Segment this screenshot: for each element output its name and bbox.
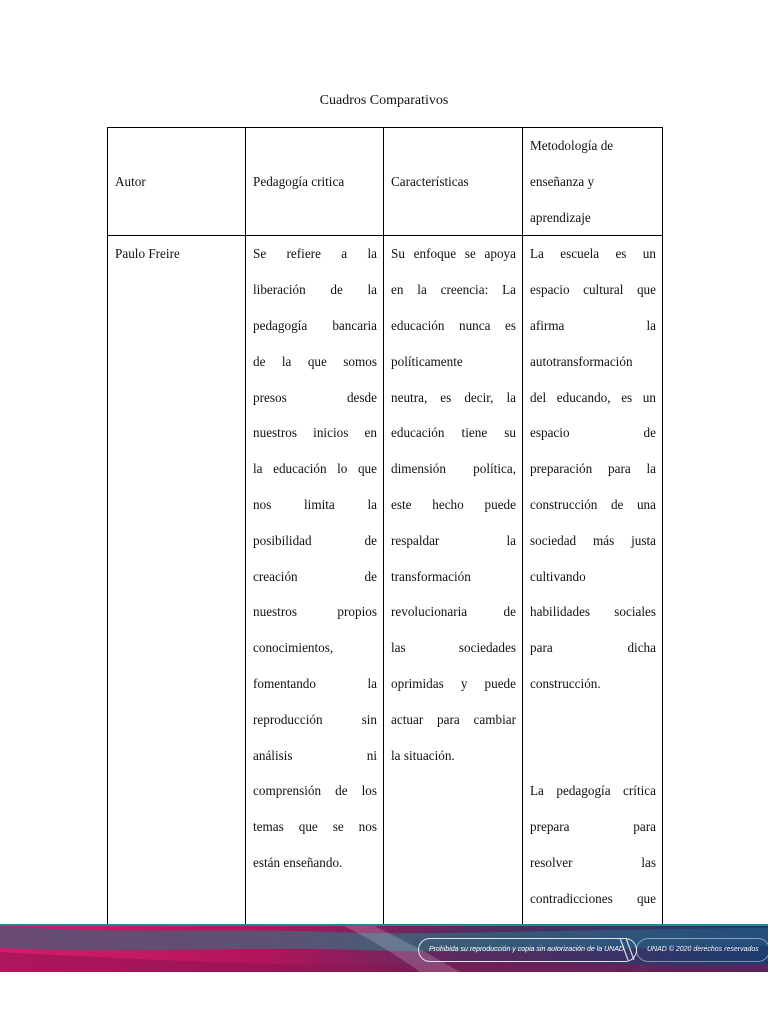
cell-text-line: este hecho puede: [391, 496, 516, 512]
cell-text-line: construcción de una: [530, 496, 656, 512]
header-metodologia: [523, 128, 663, 236]
cell-pedagogia-critica: [246, 236, 384, 953]
cell-text-line: posibilidad de: [253, 532, 377, 548]
cell-caracteristicas: [384, 236, 523, 953]
cell-text-line: afirma la: [530, 317, 656, 333]
cell-metodologia: [523, 236, 663, 953]
cell-text-line: Autor: [115, 173, 146, 189]
cell-text-line: presos desde: [253, 389, 377, 405]
cell-text-line: dimensión política,: [391, 461, 516, 477]
cell-text-line: creación de: [253, 568, 377, 584]
cell-text-line: neutra, es decir, la: [391, 389, 516, 405]
cell-text-line: construcción.: [530, 675, 601, 691]
cell-text-line: resolver las: [530, 854, 656, 870]
cell-text-line: educación tiene su: [391, 425, 516, 441]
cell-text-line: oprimidas y puede: [391, 675, 516, 691]
cell-text-line: del educando, es un: [530, 389, 656, 405]
cell-text-line: Pedagogía critica: [253, 173, 345, 189]
cell-text-line: revolucionaria de: [391, 604, 516, 620]
cell-text-line: enseñanza y: [530, 173, 595, 189]
cell-text-line: educación nunca es: [391, 317, 516, 333]
cell-text-line: conocimientos,: [253, 640, 334, 656]
cell-text-line: nuestros propios: [253, 604, 377, 620]
cell-text-line: preparación para la: [530, 461, 656, 477]
cell-text-line: comprensión de los: [253, 783, 377, 799]
cell-text-line: aprendizaje: [530, 209, 591, 225]
cell-text-line: Su enfoque se apoya: [391, 246, 516, 262]
cell-text-line: prepara para: [530, 819, 656, 835]
cell-text-line: están enseñando.: [253, 854, 343, 870]
comparison-table-container: [107, 127, 663, 927]
cell-text-line: La pedagogía crítica: [530, 783, 656, 799]
cell-text-line: autotransformación: [530, 353, 633, 369]
cell-text-line: respaldar la: [391, 532, 516, 548]
cell-text-line: Paulo Freire: [115, 246, 180, 262]
cell-text-line: en la creencia: La: [391, 282, 516, 298]
cell-text-line: las sociedades: [391, 640, 516, 656]
table-header-row: [108, 128, 663, 236]
document-title: Cuadros Comparativos: [319, 93, 449, 108]
cell-text-line: espacio de: [530, 425, 656, 441]
footer-copyright: UNAD © 2020 derechos reservados: [636, 938, 770, 962]
cell-text-line: La escuela es un: [530, 246, 656, 262]
cell-text-line: nos limita la: [253, 496, 377, 512]
cell-autor: [108, 236, 246, 953]
footer-notice: Prohibida su reproducción y copia sin autorización de la UNAD.: [418, 938, 637, 962]
comparison-table: [107, 127, 663, 953]
cell-text-line: fomentando la: [253, 675, 377, 691]
cell-text-line: sociedad más justa: [530, 532, 656, 548]
cell-text-line: liberación de la: [253, 282, 377, 298]
cell-text-line: para dicha: [530, 640, 656, 656]
cell-text-line: actuar para cambiar: [391, 711, 516, 727]
cell-text-line: políticamente: [391, 353, 463, 369]
cell-text-line: espacio cultural que: [530, 282, 656, 298]
cell-text-line: reproducción sin: [253, 711, 377, 727]
cell-text-line: la situación.: [391, 747, 455, 763]
cell-text-line: transformación: [391, 568, 471, 584]
cell-text-line: la educación lo que: [253, 461, 377, 477]
header-autor: [108, 128, 246, 236]
cell-text-line: contradicciones que: [530, 890, 656, 906]
header-pedagogia-critica: [246, 128, 384, 236]
table-row: [108, 236, 663, 953]
cell-text-line: Se refiere a la: [253, 246, 377, 262]
cell-text-line: de la que somos: [253, 353, 377, 369]
cell-text-line: habilidades sociales: [530, 604, 656, 620]
footer-banner: [0, 924, 768, 1024]
cell-text-line: temas que se nos: [253, 819, 377, 835]
cell-text-line: nuestros inicios en: [253, 425, 377, 441]
cell-text-line: cultivando: [530, 568, 586, 584]
cell-text-line: análisis ni: [253, 747, 377, 763]
header-caracteristicas: [384, 128, 523, 236]
cell-text-line: Características: [391, 173, 469, 189]
cell-text-line: pedagogía bancaria: [253, 317, 377, 333]
cell-text-line: Metodología de: [530, 138, 614, 153]
